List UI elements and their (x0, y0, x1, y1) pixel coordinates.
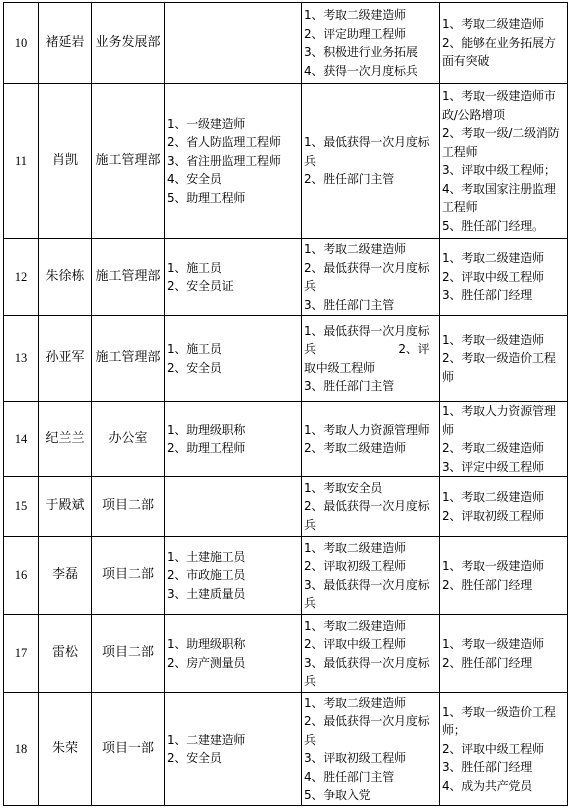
annual-goals-item: 3、最低获得一次月度标 (304, 577, 430, 592)
long-term-plan-cell (440, 3, 568, 84)
existing-qualifications-item: 1、助理级职称 (167, 422, 246, 437)
department: 项目二部 (92, 537, 165, 615)
long-term-plan-item: 工程师 (442, 144, 478, 159)
long-term-plan-cell (440, 477, 568, 537)
annual-goals-item: 取中级工程师 (304, 360, 375, 375)
long-term-plan-item: 1、考取二级建造师 (442, 17, 544, 32)
existing-qualifications-item: 1、一级建造师 (167, 116, 246, 131)
annual-goals-item: 2、评取初级工程师 (304, 559, 406, 573)
long-term-plan-item: 1、考取一级建造师 (442, 637, 544, 651)
long-term-plan-item: 1、考取一级建造师 (442, 559, 544, 573)
annual-goals-item: 1、考取二级建造师 (304, 242, 406, 256)
annual-goals-item: 2、评定助理工程师 (304, 26, 406, 41)
annual-goals-item: 兵 (304, 674, 316, 688)
existing-qualifications-cell (165, 239, 302, 316)
annual-goals-cell (302, 693, 440, 806)
existing-qualifications-item: 2、安全员 (167, 751, 222, 765)
existing-qualifications-cell (165, 402, 302, 477)
long-term-plan-item: 工程师 (442, 200, 478, 214)
row-number: 18 (4, 693, 39, 806)
long-term-plan-cell (440, 316, 568, 402)
existing-qualifications-item: 4、安全员 (167, 172, 222, 187)
long-term-plan-item: 师 (442, 422, 454, 437)
long-term-plan-item: 1、考取一级建造师市 (442, 89, 556, 103)
long-term-plan-cell (440, 84, 568, 239)
department: 办公室 (92, 402, 165, 477)
employee-name: 雷松 (39, 615, 92, 693)
annual-goals-item: 1、考取二级建造师 (304, 618, 406, 633)
annual-goals-cell (302, 477, 440, 537)
annual-goals-cell (302, 402, 440, 477)
existing-qualifications-cell (165, 3, 302, 84)
annual-goals-item: 1、考取二级建造师 (304, 695, 406, 710)
employee-name: 孙亚军 (39, 316, 92, 402)
existing-qualifications-item: 2、市政施工员 (167, 568, 246, 583)
row-number: 16 (4, 537, 39, 615)
existing-qualifications-item: 2、省人防监理工程师 (167, 135, 281, 150)
annual-goals-item: 5、争取入党 (304, 788, 371, 802)
long-term-plan-cell (440, 402, 568, 477)
annual-goals-item: 兵 (304, 153, 316, 168)
long-term-plan-item: 政/公路增项 (442, 107, 505, 122)
existing-qualifications-cell (165, 477, 302, 537)
long-term-plan-item: 2、考取一级造价工程 (442, 351, 556, 366)
existing-qualifications-item: 3、土建质量员 (167, 586, 246, 601)
long-term-plan-item: 2、胜任部门经理 (442, 577, 533, 592)
existing-qualifications-cell (165, 615, 302, 693)
long-term-plan-item: 5、胜任部门经理。 (442, 218, 544, 233)
long-term-plan-item: 2、能够在业务拓展方 (442, 35, 556, 50)
row-number: 10 (4, 3, 39, 84)
annual-goals-cell (302, 239, 440, 316)
long-term-plan-item: 1、考取一级建造师 (442, 332, 544, 347)
long-term-plan-item: 2、考取二级建造师 (442, 441, 544, 455)
table-body (4, 3, 568, 806)
annual-goals-item: 3、胜任部门主管 (304, 297, 395, 312)
annual-goals-item: 兵 2、评 (304, 342, 430, 356)
existing-qualifications-item: 1、施工员 (167, 342, 222, 356)
annual-goals-item: 3、胜任部门主管 (304, 379, 395, 393)
existing-qualifications-cell (165, 316, 302, 402)
annual-goals-item: 1、考取安全员 (304, 480, 383, 495)
annual-goals-cell (302, 537, 440, 615)
annual-goals-item: 1、考取二级建造师 (304, 8, 406, 22)
existing-qualifications-item: 1、二建建造师 (167, 732, 246, 747)
long-term-plan-item: 2、评取中级工程师 (442, 741, 544, 756)
annual-goals-item: 2、最低获得一次月度标 (304, 714, 430, 728)
department: 施工管理部 (92, 84, 165, 239)
annual-goals-item: 兵 (304, 517, 316, 532)
department: 业务发展部 (92, 3, 165, 84)
existing-qualifications-item: 2、安全员证 (167, 279, 234, 293)
table-row (4, 537, 568, 615)
annual-goals-item: 兵 (304, 596, 316, 610)
department: 施工管理部 (92, 239, 165, 316)
long-term-plan-cell (440, 537, 568, 615)
annual-goals-item: 1、考取人力资源管理师 (304, 422, 430, 437)
annual-goals-item: 1、最低获得一次月度标 (304, 135, 430, 150)
department: 项目二部 (92, 477, 165, 537)
existing-qualifications-item: 5、助理工程师 (167, 190, 246, 205)
row-number: 14 (4, 402, 39, 477)
table-row (4, 693, 568, 806)
row-number: 12 (4, 239, 39, 316)
existing-qualifications-cell (165, 84, 302, 239)
annual-goals-cell (302, 615, 440, 693)
long-term-plan-item: 3、胜任部门经理 (442, 760, 533, 775)
row-number: 13 (4, 316, 39, 402)
table-row (4, 84, 568, 239)
annual-goals-cell (302, 316, 440, 402)
long-term-plan-item: 1、考取二级建造师 (442, 490, 544, 504)
long-term-plan-item: 2、评取中级工程师 (442, 269, 544, 284)
table-row (4, 3, 568, 84)
employee-name: 朱徐栋 (39, 239, 92, 316)
long-term-plan-item: 师 (442, 369, 454, 384)
table-row (4, 402, 568, 477)
existing-qualifications-item: 1、土建施工员 (167, 549, 246, 564)
employee-name: 李磊 (39, 537, 92, 615)
annual-goals-item: 兵 (304, 279, 316, 293)
long-term-plan-item: 面有突破 (442, 54, 490, 69)
annual-goals-item: 4、获得一次月度标兵 (304, 63, 418, 78)
row-number: 11 (4, 84, 39, 239)
long-term-plan-item: 2、考取一级/二级消防 (442, 126, 560, 140)
employee-name: 褚延岩 (39, 3, 92, 84)
employee-name: 肖凯 (39, 84, 92, 239)
annual-goals-item: 2、最低获得一次月度标 (304, 260, 430, 275)
table-row (4, 239, 568, 316)
existing-qualifications-item: 2、安全员 (167, 360, 222, 375)
annual-goals-item: 1、考取二级建造师 (304, 540, 406, 555)
long-term-plan-item: 2、评取初级工程师 (442, 508, 544, 523)
annual-goals-item: 4、胜任部门主管 (304, 769, 395, 784)
annual-goals-cell (302, 3, 440, 84)
long-term-plan-item: 1、考取一级造价工程 (442, 704, 556, 719)
long-term-plan-item: 3、评定中级工程师 (442, 459, 544, 474)
long-term-plan-item: 师； (442, 723, 466, 738)
existing-qualifications-cell (165, 693, 302, 806)
annual-goals-item: 3、最低获得一次月度标 (304, 655, 430, 670)
table-row (4, 615, 568, 693)
existing-qualifications-item: 2、房产测量员 (167, 655, 246, 670)
existing-qualifications-item: 1、助理级职称 (167, 637, 246, 651)
long-term-plan-item: 4、成为共产党员 (442, 778, 533, 793)
table-row (4, 477, 568, 537)
annual-goals-item: 2、胜任部门主管 (304, 172, 395, 187)
long-term-plan-item: 3、评取中级工程师； (442, 163, 556, 177)
employee-name: 纪兰兰 (39, 402, 92, 477)
long-term-plan-cell (440, 693, 568, 806)
long-term-plan-cell (440, 239, 568, 316)
long-term-plan-item: 1、考取二级建造师 (442, 251, 544, 266)
department: 施工管理部 (92, 316, 165, 402)
long-term-plan-cell (440, 615, 568, 693)
staff-development-table (3, 2, 568, 806)
annual-goals-item: 兵 (304, 732, 316, 747)
existing-qualifications-cell (165, 537, 302, 615)
annual-goals-item: 1、最低获得一次月度标 (304, 323, 430, 338)
annual-goals-item: 2、评取中级工程师 (304, 637, 406, 651)
annual-goals-item: 2、考取二级建造师 (304, 441, 406, 455)
table-row (4, 316, 568, 402)
long-term-plan-item: 2、胜任部门经理 (442, 655, 533, 670)
department: 项目二部 (92, 615, 165, 693)
annual-goals-item: 2、最低获得一次月度标 (304, 499, 430, 514)
annual-goals-cell (302, 84, 440, 239)
employee-name: 于殿斌 (39, 477, 92, 537)
long-term-plan-item: 4、考取国家注册监理 (442, 181, 556, 196)
row-number: 15 (4, 477, 39, 537)
annual-goals-item: 3、积极进行业务拓展 (304, 45, 418, 59)
employee-name: 朱荣 (39, 693, 92, 806)
department: 项目一部 (92, 693, 165, 806)
row-number: 17 (4, 615, 39, 693)
existing-qualifications-item: 3、省注册监理工程师 (167, 153, 281, 168)
long-term-plan-item: 3、胜任部门经理 (442, 288, 533, 303)
existing-qualifications-item: 1、施工员 (167, 260, 222, 275)
long-term-plan-item: 1、考取人力资源管理 (442, 404, 556, 418)
existing-qualifications-item: 2、助理工程师 (167, 441, 246, 455)
annual-goals-item: 3、评取初级工程师 (304, 751, 406, 765)
